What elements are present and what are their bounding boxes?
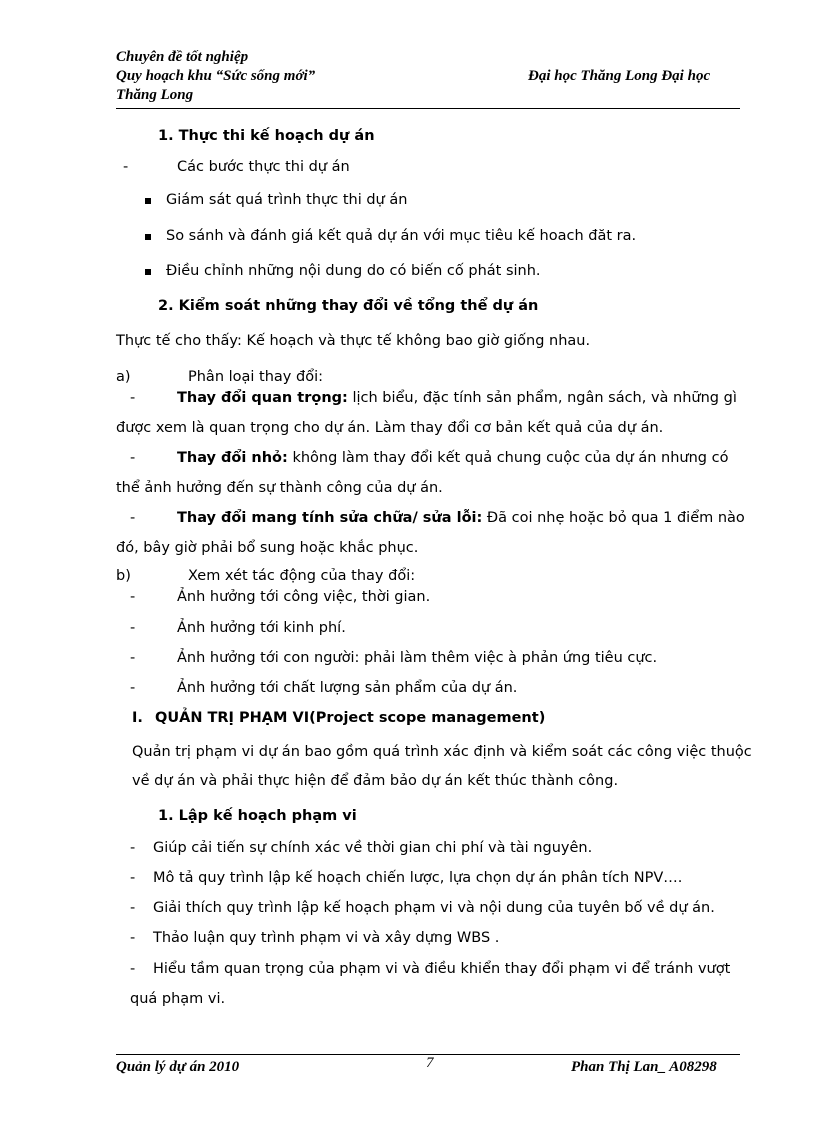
dash-marker: - [130,620,136,636]
dash-marker: - [130,589,136,605]
change-type-major [177,390,737,406]
bullet-item: So sánh và đánh giá kết quả dự án với mục tiêu kế hoach đăt ra. [166,228,637,244]
dash-marker: - [130,870,136,886]
term-bold: Thay đổi quan trọng: [177,390,348,406]
paragraph-line: đó, bây giờ phải bổ sung hoặc khắc phục. [116,540,419,556]
change-type-minor [177,450,728,466]
paragraph-line: thể ảnh hưởng đến sự thành công của dự án. [116,480,443,496]
plan-item: Giải thích quy trình lập kế hoạch phạm vi và nội dung của tuyên bố về dự án. [153,900,715,916]
dash-marker: - [130,840,136,856]
paragraph-line: quá phạm vi. [130,991,226,1007]
square-bullet-icon [145,234,151,240]
header-title-line2: Quy hoạch khu “Sức sống mới” [116,68,316,84]
impact-item: Ảnh hưởng tới công việc, thời gian. [177,589,431,605]
term-bold: Thay đổi nhỏ: [177,450,288,466]
list-heading-a: Phân loại thay đổi: [188,369,323,385]
bullet-item: Giám sát quá trình thực thi dự án [166,192,408,208]
list-heading-b: Xem xét tác động của thay đổi: [188,568,416,584]
page-number: 7 [426,1055,434,1071]
dash-marker: - [130,680,136,696]
dash-marker: - [123,159,129,175]
paragraph-line: về dự án và phải thực hiện để đảm bảo dự án kết thúc thành công. [132,773,619,789]
plan-item: Hiểu tầm quan trọng của phạm vi và điều khiển thay đổi phạm vi để tránh vượt [153,961,731,977]
impact-item: Ảnh hưởng tới con người: phải làm thêm việc à phản ứng tiêu cực. [177,650,658,666]
paragraph-line: được xem là quan trọng cho dự án. Làm thay đổi cơ bản kết quả của dự án. [116,420,664,436]
section-title-scope: QUẢN TRỊ PHẠM VI(Project scope management) [155,710,546,726]
dash-marker: - [130,650,136,666]
list-label-b: b) [116,568,131,584]
list-label-a: a) [116,369,131,385]
dash-marker: - [130,961,136,977]
dash-marker: - [130,450,136,466]
steps-line: Các bước thực thi dự án [177,159,350,175]
intro-paragraph: Thực tế cho thấy: Kế hoạch và thực tế không bao giờ giống nhau. [116,333,591,349]
term-desc: lịch biểu, đặc tính sản phẩm, ngân sách, và những gì [352,390,737,406]
bullet-item: Điều chỉnh những nội dung do có biến cố phát sinh. [166,263,541,279]
square-bullet-icon [145,198,151,204]
heading-implement: 1. Thực thi kế hoạch dự án [158,128,375,144]
header-title-line3: Thăng Long [116,87,194,103]
plan-item: Giúp cải tiến sự chính xác về thời gian chi phí và tài nguyên. [153,840,593,856]
header-title-line1: Chuyên đề tốt nghiệp [116,49,249,65]
heading-change-control: 2. Kiểm soát những thay đổi về tổng thể dự án [158,298,539,314]
footer-author: Phan Thị Lan_ A08298 [571,1059,717,1075]
paragraph-line: Quản trị phạm vi dự án bao gồm quá trình xác định và kiểm soát các công việc thuộc [132,744,752,760]
impact-item: Ảnh hưởng tới kinh phí. [177,620,346,636]
dash-marker: - [130,390,136,406]
section-number: I. [132,710,143,726]
impact-item: Ảnh hưởng tới chất lượng sản phẩm của dự án. [177,680,518,696]
dash-marker: - [130,930,136,946]
dash-marker: - [130,900,136,916]
plan-item: Thảo luận quy trình phạm vi và xây dựng WBS . [153,930,500,946]
term-desc: không làm thay đổi kết quả chung cuộc của dự án nhưng có [292,450,729,466]
plan-item: Mô tả quy trình lập kế hoạch chiến lược, lựa chọn dự án phân tích NPV…. [153,870,683,886]
term-desc: Đã coi nhẹ hoặc bỏ qua 1 điểm nào [486,510,745,526]
change-type-corrective [177,510,745,526]
square-bullet-icon [145,269,151,275]
heading-scope-planning: 1. Lập kế hoạch phạm vi [158,808,357,824]
dash-marker: - [130,510,136,526]
footer-course: Quản lý dự án 2010 [116,1059,240,1075]
header-rule [116,108,740,109]
term-bold: Thay đổi mang tính sửa chữa/ sửa lỗi: [177,510,483,526]
header-university: Đại học Thăng Long Đại học [528,68,711,84]
